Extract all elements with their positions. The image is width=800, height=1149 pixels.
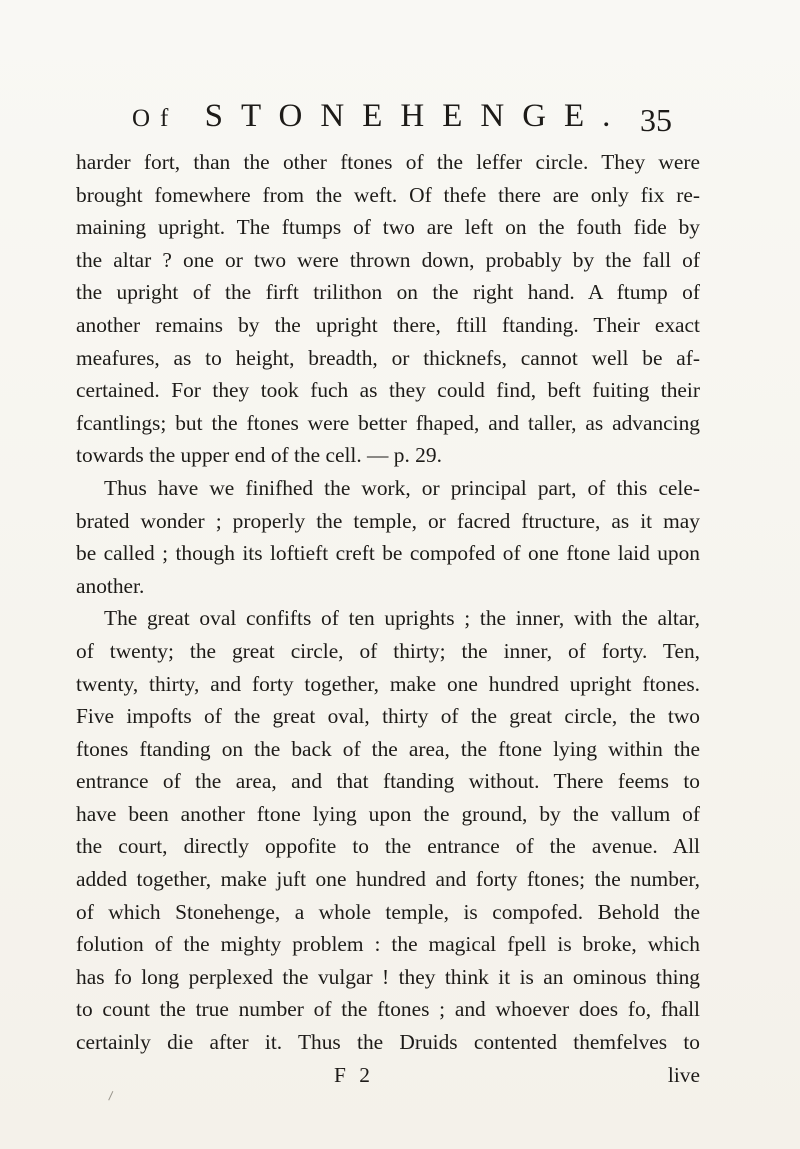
text-line: Five impofts of the great oval, thirty of the great circle, the two	[76, 704, 700, 729]
text-line: the court, directly oppofite to the entrance of the avenue. All	[76, 834, 700, 859]
footer-row	[76, 1059, 700, 1092]
text-line: ftones ftanding on the back of the area, the ftone lying within the	[76, 736, 700, 761]
text-line: twenty, thirty, and forty together, make one hundred upright ftones.	[76, 671, 700, 696]
text-line: entrance of the area, and that ftanding without. There feems to	[76, 769, 700, 794]
running-title	[132, 96, 628, 139]
paragraph-start-line: The great oval confifts of ten uprights ; the inner, with the altar,	[104, 606, 700, 631]
paper-mark	[108, 1091, 119, 1103]
text-line: of twenty; the great circle, of thirty; the inner, of forty. Ten,	[76, 638, 700, 663]
text-line: the altar ? one or two were thrown down, probably by the fall of	[76, 247, 700, 272]
text-line: brought fomewhere from the weft. Of thefe there are only fix re-	[76, 182, 700, 207]
text-line: has fo long perplexed the vulgar ! they think it is an ominous thing	[76, 964, 700, 989]
text-line: of which Stonehenge, a whole temple, is compofed. Behold the	[76, 899, 700, 924]
text-line: the upright of the firft trilithon on the right hand. A ftump of	[76, 280, 700, 305]
text-line: be called ; though its loftieft creft be compofed of one ftone laid upon	[76, 541, 700, 566]
body-text	[76, 146, 700, 1091]
text-line: another.	[76, 573, 145, 598]
signature-mark: F 2	[334, 1062, 374, 1087]
text-line: folution of the mighty problem : the magical fpell is broke, which	[76, 932, 700, 957]
text-line: certainly die after it. Thus the Druids contented themfelves to	[76, 1030, 700, 1055]
text-line: fcantlings; but the ftones were better fhaped, and taller, as advancing	[76, 410, 700, 435]
text-line: harder fort, than the other ftones of the leffer circle. They were	[76, 150, 700, 174]
text-line: added together, make juft one hundred and forty ftones; the number,	[76, 867, 700, 892]
text-line: certained. For they took fuch as they could find, beft fuiting their	[76, 378, 700, 403]
text-line: to count the true number of the ftones ; and whoever does fo, fhall	[76, 997, 700, 1022]
text-line: brated wonder ; properly the temple, or facred ftructure, as it may	[76, 508, 700, 533]
running-title-main: STONEHENGE.	[204, 98, 629, 134]
running-head	[122, 96, 680, 136]
text-line: have been another ftone lying upon the ground, by the vallum of	[76, 801, 700, 826]
text-line: towards the upper end of the cell. — p. 29.	[76, 443, 442, 468]
text-line: meafures, as to height, breadth, or thicknefs, cannot well be af-	[76, 345, 700, 370]
text-line: maining upright. The ftumps of two are left on the fouth fide by	[76, 215, 700, 240]
running-title-prefix: Of	[132, 105, 179, 132]
page-number: 35	[640, 102, 672, 138]
paragraph-start-line: Thus have we finifhed the work, or principal part, of this cele-	[104, 475, 700, 500]
catchword: live	[667, 1062, 700, 1087]
text-line: another remains by the upright there, ftill ftanding. Their exact	[76, 312, 700, 337]
